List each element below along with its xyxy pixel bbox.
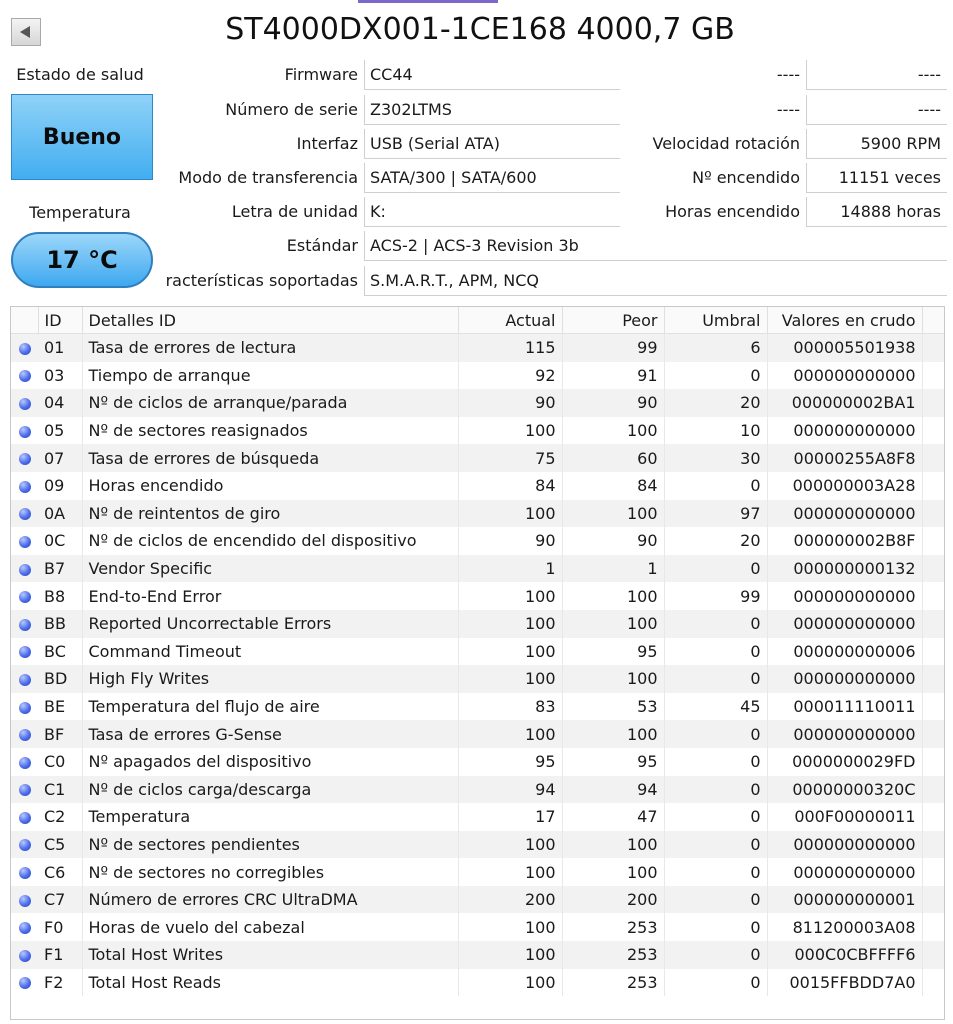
disk-title: ST4000DX001-1CE168 4000,7 GB: [225, 12, 735, 47]
smart-id-cell: 04: [38, 389, 82, 417]
status-cell: [11, 555, 38, 583]
smart-worst-cell: 94: [562, 776, 664, 804]
health-status-label: Estado de salud: [16, 65, 144, 84]
smart-current-cell: 100: [458, 913, 562, 941]
status-dot-icon: [19, 674, 31, 686]
smart-details-cell: Nº de ciclos de encendido del dispositivo: [82, 527, 458, 555]
status-dot-icon: [19, 619, 31, 631]
column-header-status[interactable]: [11, 307, 38, 334]
status-cell: [11, 610, 38, 638]
smart-raw-cell: 000000003A28: [767, 472, 922, 500]
smart-current-cell: 200: [458, 886, 562, 914]
smart-threshold-cell: 99: [664, 582, 767, 610]
smart-current-cell: 100: [458, 638, 562, 666]
smart-raw-cell: 000000000000: [767, 417, 922, 445]
smart-raw-cell: 000000002B8F: [767, 527, 922, 555]
status-dot-icon: [19, 481, 31, 493]
spacer-cell: [922, 693, 945, 721]
spacer-cell: [922, 389, 945, 417]
smart-table-row[interactable]: [11, 720, 945, 748]
smart-worst-cell: 253: [562, 969, 664, 997]
temperature-label: Temperatura: [29, 203, 131, 222]
smart-worst-cell: 253: [562, 941, 664, 969]
smart-current-cell: 100: [458, 941, 562, 969]
smart-raw-cell: 000000000000: [767, 665, 922, 693]
smart-table-row[interactable]: [11, 776, 945, 804]
blank-value-1: ----: [806, 60, 947, 90]
smart-raw-cell: 000000000001: [767, 886, 922, 914]
spacer-cell: [922, 472, 945, 500]
smart-table-row[interactable]: [11, 362, 945, 390]
smart-raw-cell: 0015FFBDD7A0: [767, 969, 922, 997]
smart-threshold-cell: 0: [664, 913, 767, 941]
smart-id-cell: 01: [38, 334, 82, 362]
smart-threshold-cell: 0: [664, 886, 767, 914]
smart-id-cell: 03: [38, 362, 82, 390]
smart-worst-cell: 100: [562, 610, 664, 638]
smart-id-cell: C6: [38, 858, 82, 886]
smart-worst-cell: 1: [562, 555, 664, 583]
status-dot-icon: [19, 839, 31, 851]
smart-threshold-cell: 0: [664, 555, 767, 583]
arrow-left-icon: [20, 26, 30, 38]
smart-table-row[interactable]: [11, 389, 945, 417]
status-dot-icon: [19, 784, 31, 796]
smart-table-row[interactable]: [11, 858, 945, 886]
smart-worst-cell: 60: [562, 444, 664, 472]
smart-threshold-cell: 0: [664, 941, 767, 969]
smart-worst-cell: 47: [562, 803, 664, 831]
smart-details-cell: Nº de sectores pendientes: [82, 831, 458, 859]
power-on-hours-label: Horas encendido: [665, 202, 800, 221]
smart-worst-cell: 90: [562, 389, 664, 417]
smart-raw-cell: 000000000000: [767, 500, 922, 528]
smart-threshold-cell: 0: [664, 831, 767, 859]
smart-id-cell: BD: [38, 665, 82, 693]
smart-worst-cell: 200: [562, 886, 664, 914]
smart-worst-cell: 100: [562, 500, 664, 528]
smart-table-row[interactable]: [11, 582, 945, 610]
spacer-cell: [922, 555, 945, 583]
features-value: S.M.A.R.T., APM, NCQ: [364, 266, 947, 296]
column-header-raw[interactable]: Valores en crudo: [767, 307, 922, 334]
spacer-cell: [922, 500, 945, 528]
spacer-cell: [922, 610, 945, 638]
smart-details-cell: Tasa de errores de búsqueda: [82, 444, 458, 472]
smart-threshold-cell: 0: [664, 776, 767, 804]
spacer-cell: [922, 886, 945, 914]
smart-details-cell: Temperatura: [82, 803, 458, 831]
smart-current-cell: 94: [458, 776, 562, 804]
firmware-label: Firmware: [284, 65, 358, 84]
smart-current-cell: 100: [458, 969, 562, 997]
smart-current-cell: 90: [458, 527, 562, 555]
smart-id-cell: 0C: [38, 527, 82, 555]
interface-label: Interfaz: [296, 134, 358, 153]
status-cell: [11, 969, 38, 997]
spacer-cell: [922, 803, 945, 831]
smart-id-cell: F1: [38, 941, 82, 969]
smart-table-row[interactable]: [11, 913, 945, 941]
blank-label-2: ----: [776, 100, 800, 119]
smart-details-cell: Temperatura del flujo de aire: [82, 693, 458, 721]
smart-raw-cell: 000000000000: [767, 610, 922, 638]
status-cell: [11, 389, 38, 417]
smart-worst-cell: 99: [562, 334, 664, 362]
serial-value: Z302LTMS: [364, 95, 620, 125]
status-dot-icon: [19, 591, 31, 603]
smart-raw-cell: 000000000132: [767, 555, 922, 583]
firmware-value: CC44: [364, 60, 620, 90]
health-status-badge[interactable]: Bueno: [11, 94, 153, 180]
status-cell: [11, 362, 38, 390]
smart-worst-cell: 100: [562, 665, 664, 693]
status-dot-icon: [19, 950, 31, 962]
smart-table-row[interactable]: [11, 444, 945, 472]
smart-raw-cell: 811200003A08: [767, 913, 922, 941]
blank-label-1: ----: [776, 65, 800, 84]
smart-details-cell: Vendor Specific: [82, 555, 458, 583]
smart-worst-cell: 90: [562, 527, 664, 555]
transfer-mode-value: SATA/300 | SATA/600: [364, 163, 620, 193]
status-cell: [11, 803, 38, 831]
smart-id-cell: F0: [38, 913, 82, 941]
smart-table-row[interactable]: [11, 803, 945, 831]
status-cell: [11, 665, 38, 693]
features-label: racterísticas soportadas: [165, 271, 358, 290]
smart-id-cell: 0A: [38, 500, 82, 528]
smart-raw-cell: 000000000000: [767, 582, 922, 610]
smart-threshold-cell: 0: [664, 665, 767, 693]
smart-current-cell: 1: [458, 555, 562, 583]
status-dot-icon: [19, 508, 31, 520]
status-cell: [11, 831, 38, 859]
status-cell: [11, 776, 38, 804]
spacer-cell: [922, 776, 945, 804]
smart-id-cell: BF: [38, 720, 82, 748]
smart-current-cell: 92: [458, 362, 562, 390]
smart-details-cell: Nº de ciclos carga/descarga: [82, 776, 458, 804]
smart-details-cell: Número de errores CRC UltraDMA: [82, 886, 458, 914]
status-cell: [11, 913, 38, 941]
smart-table[interactable]: [10, 306, 945, 1020]
status-cell: [11, 444, 38, 472]
smart-worst-cell: 100: [562, 417, 664, 445]
smart-current-cell: 115: [458, 334, 562, 362]
status-cell: [11, 941, 38, 969]
smart-id-cell: B7: [38, 555, 82, 583]
status-cell: [11, 500, 38, 528]
spacer-cell: [922, 720, 945, 748]
smart-details-cell: Horas de vuelo del cabezal: [82, 913, 458, 941]
smart-current-cell: 100: [458, 500, 562, 528]
smart-worst-cell: 100: [562, 582, 664, 610]
status-dot-icon: [19, 729, 31, 741]
power-on-count-value: 11151 veces: [806, 163, 947, 193]
smart-current-cell: 90: [458, 389, 562, 417]
smart-table-row[interactable]: [11, 500, 945, 528]
status-cell: [11, 582, 38, 610]
smart-threshold-cell: 0: [664, 472, 767, 500]
spacer-cell: [922, 748, 945, 776]
smart-threshold-cell: 45: [664, 693, 767, 721]
status-dot-icon: [19, 922, 31, 934]
smart-table-row[interactable]: [11, 693, 945, 721]
smart-raw-cell: 000011110011: [767, 693, 922, 721]
column-header-id[interactable]: ID: [38, 307, 82, 334]
smart-id-cell: 09: [38, 472, 82, 500]
smart-table-row[interactable]: [11, 334, 945, 362]
smart-table-row[interactable]: [11, 665, 945, 693]
status-dot-icon: [19, 398, 31, 410]
smart-worst-cell: 53: [562, 693, 664, 721]
smart-id-cell: BB: [38, 610, 82, 638]
status-dot-icon: [19, 702, 31, 714]
temperature-badge[interactable]: 17 °C: [11, 232, 153, 288]
smart-threshold-cell: 0: [664, 638, 767, 666]
smart-current-cell: 100: [458, 417, 562, 445]
smart-id-cell: C7: [38, 886, 82, 914]
spacer-cell: [922, 444, 945, 472]
smart-worst-cell: 100: [562, 720, 664, 748]
smart-threshold-cell: 0: [664, 362, 767, 390]
smart-current-cell: 100: [458, 610, 562, 638]
smart-table-row[interactable]: [11, 555, 945, 583]
smart-details-cell: Tasa de errores G-Sense: [82, 720, 458, 748]
smart-id-cell: F2: [38, 969, 82, 997]
smart-worst-cell: 91: [562, 362, 664, 390]
smart-details-cell: Nº de sectores reasignados: [82, 417, 458, 445]
standard-label: Estándar: [286, 236, 358, 255]
smart-raw-cell: 00000255A8F8: [767, 444, 922, 472]
smart-worst-cell: 253: [562, 913, 664, 941]
smart-details-cell: Tasa de errores de lectura: [82, 334, 458, 362]
status-dot-icon: [19, 757, 31, 769]
status-dot-icon: [19, 867, 31, 879]
smart-table-row[interactable]: [11, 969, 945, 997]
blank-value-2: ----: [806, 95, 947, 125]
smart-details-cell: Total Host Writes: [82, 941, 458, 969]
smart-raw-cell: 00000000320C: [767, 776, 922, 804]
smart-id-cell: 07: [38, 444, 82, 472]
previous-disk-button[interactable]: [11, 18, 41, 46]
smart-table-row[interactable]: [11, 472, 945, 500]
drive-letter-label: Letra de unidad: [231, 202, 358, 221]
status-cell: [11, 527, 38, 555]
spacer-cell: [922, 858, 945, 886]
spacer-cell: [922, 362, 945, 390]
smart-details-cell: Horas encendido: [82, 472, 458, 500]
smart-id-cell: 05: [38, 417, 82, 445]
smart-table-row[interactable]: [11, 527, 945, 555]
status-dot-icon: [19, 536, 31, 548]
status-cell: [11, 334, 38, 362]
smart-raw-cell: 000000000000: [767, 362, 922, 390]
status-dot-icon: [19, 977, 31, 989]
smart-current-cell: 100: [458, 665, 562, 693]
smart-raw-cell: 000000000006: [767, 638, 922, 666]
column-header-details[interactable]: Detalles ID: [82, 307, 458, 334]
status-cell: [11, 748, 38, 776]
rotation-speed-value: 5900 RPM: [806, 129, 947, 159]
status-cell: [11, 693, 38, 721]
smart-details-cell: Nº de reintentos de giro: [82, 500, 458, 528]
status-cell: [11, 417, 38, 445]
status-cell: [11, 638, 38, 666]
smart-id-cell: B8: [38, 582, 82, 610]
smart-threshold-cell: 0: [664, 858, 767, 886]
smart-raw-cell: 000F00000011: [767, 803, 922, 831]
smart-raw-cell: 0000000029FD: [767, 748, 922, 776]
smart-id-cell: BE: [38, 693, 82, 721]
smart-details-cell: Nº apagados del dispositivo: [82, 748, 458, 776]
smart-details-cell: Reported Uncorrectable Errors: [82, 610, 458, 638]
smart-raw-cell: 000C0CBFFFF6: [767, 941, 922, 969]
smart-details-cell: Total Host Reads: [82, 969, 458, 997]
spacer-cell: [922, 913, 945, 941]
transfer-mode-label: Modo de transferencia: [178, 168, 358, 187]
smart-table-header: [11, 307, 945, 334]
spacer-cell: [922, 638, 945, 666]
status-dot-icon: [19, 453, 31, 465]
smart-raw-cell: 000000000000: [767, 720, 922, 748]
smart-table-row[interactable]: [11, 886, 945, 914]
status-cell: [11, 886, 38, 914]
drive-letter-value: K:: [364, 197, 620, 227]
smart-details-cell: Command Timeout: [82, 638, 458, 666]
status-dot-icon: [19, 646, 31, 658]
smart-threshold-cell: 0: [664, 969, 767, 997]
smart-table-row[interactable]: [11, 610, 945, 638]
smart-details-cell: Nº de sectores no corregibles: [82, 858, 458, 886]
smart-current-cell: 100: [458, 858, 562, 886]
smart-worst-cell: 95: [562, 638, 664, 666]
smart-threshold-cell: 0: [664, 803, 767, 831]
status-cell: [11, 858, 38, 886]
smart-table-row[interactable]: [11, 417, 945, 445]
power-on-hours-value: 14888 horas: [806, 197, 947, 227]
spacer-cell: [922, 941, 945, 969]
smart-current-cell: 17: [458, 803, 562, 831]
window-accent-bar: [358, 0, 498, 3]
column-header-current[interactable]: Actual: [458, 307, 562, 334]
status-cell: [11, 472, 38, 500]
smart-raw-cell: 000005501938: [767, 334, 922, 362]
smart-current-cell: 100: [458, 720, 562, 748]
spacer-cell: [922, 831, 945, 859]
smart-id-cell: C2: [38, 803, 82, 831]
standard-value: ACS-2 | ACS-3 Revision 3b: [364, 231, 947, 261]
status-dot-icon: [19, 343, 31, 355]
smart-current-cell: 75: [458, 444, 562, 472]
smart-current-cell: 95: [458, 748, 562, 776]
smart-threshold-cell: 0: [664, 720, 767, 748]
smart-table-row[interactable]: [11, 941, 945, 969]
smart-details-cell: Tiempo de arranque: [82, 362, 458, 390]
status-dot-icon: [19, 370, 31, 382]
smart-current-cell: 84: [458, 472, 562, 500]
smart-id-cell: C5: [38, 831, 82, 859]
smart-threshold-cell: 20: [664, 389, 767, 417]
column-header-worst[interactable]: Peor: [562, 307, 664, 334]
smart-table-row[interactable]: [11, 748, 945, 776]
smart-raw-cell: 000000000000: [767, 831, 922, 859]
smart-threshold-cell: 0: [664, 610, 767, 638]
smart-threshold-cell: 6: [664, 334, 767, 362]
smart-table-row[interactable]: [11, 638, 945, 666]
power-on-count-label: Nº encendido: [692, 168, 800, 187]
smart-id-cell: C0: [38, 748, 82, 776]
spacer-cell: [922, 582, 945, 610]
smart-raw-cell: 000000000000: [767, 858, 922, 886]
smart-threshold-cell: 97: [664, 500, 767, 528]
status-dot-icon: [19, 426, 31, 438]
smart-worst-cell: 84: [562, 472, 664, 500]
column-header-spacer: [922, 307, 945, 334]
smart-id-cell: BC: [38, 638, 82, 666]
spacer-cell: [922, 527, 945, 555]
smart-details-cell: End-to-End Error: [82, 582, 458, 610]
smart-current-cell: 100: [458, 582, 562, 610]
smart-threshold-cell: 0: [664, 748, 767, 776]
interface-value: USB (Serial ATA): [364, 129, 620, 159]
smart-threshold-cell: 20: [664, 527, 767, 555]
status-dot-icon: [19, 895, 31, 907]
smart-table-row[interactable]: [11, 831, 945, 859]
status-dot-icon: [19, 812, 31, 824]
smart-current-cell: 83: [458, 693, 562, 721]
smart-current-cell: 100: [458, 831, 562, 859]
status-cell: [11, 720, 38, 748]
smart-details-cell: High Fly Writes: [82, 665, 458, 693]
status-dot-icon: [19, 564, 31, 576]
smart-worst-cell: 100: [562, 831, 664, 859]
serial-label: Número de serie: [225, 100, 358, 119]
smart-worst-cell: 100: [562, 858, 664, 886]
spacer-cell: [922, 969, 945, 997]
smart-details-cell: Nº de ciclos de arranque/parada: [82, 389, 458, 417]
spacer-cell: [922, 417, 945, 445]
rotation-speed-label: Velocidad rotación: [652, 134, 800, 153]
spacer-cell: [922, 665, 945, 693]
smart-threshold-cell: 10: [664, 417, 767, 445]
smart-raw-cell: 000000002BA1: [767, 389, 922, 417]
smart-worst-cell: 95: [562, 748, 664, 776]
spacer-cell: [922, 334, 945, 362]
smart-id-cell: C1: [38, 776, 82, 804]
smart-threshold-cell: 30: [664, 444, 767, 472]
column-header-threshold[interactable]: Umbral: [664, 307, 767, 334]
